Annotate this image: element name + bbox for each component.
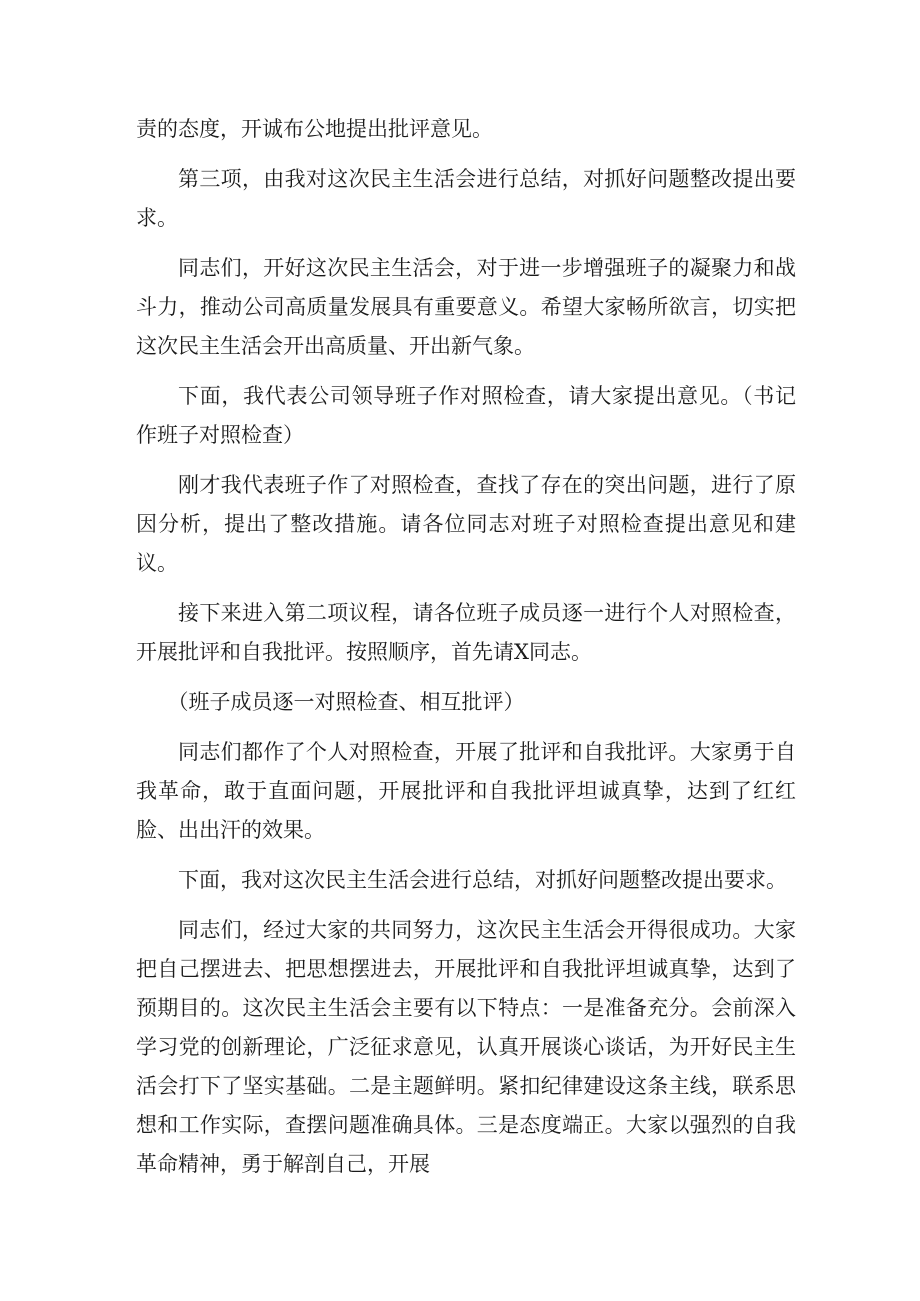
paragraph-self-check-summary: 同志们都作了个人对照检查，开展了批评和自我批评。大家勇于自我革命，敢于直面问题，开展批评和自我批评坦诚真挚，达到了红红脸、出出汗的效果。 [136, 740, 796, 842]
paragraph-team-check-done: 刚才我代表班子作了对照检查，查找了存在的突出问题，进行了原因分析，提出了整改措施。请各位同志对班子对照检查提出意见和建议。 [136, 473, 796, 575]
paragraph-summary-intro: 下面，我对这次民主生活会进行总结，对抓好问题整改提出要求。 [178, 868, 787, 892]
paragraph-stage-note: （班子成员逐一对照检查、相互批评） [167, 690, 525, 714]
paragraph-team-check-intro: 下面，我代表公司领导班子作对照检查，请大家提出意见。（书记作班子对照检查） [136, 384, 796, 447]
paragraph-significance: 同志们，开好这次民主生活会，对于进一步增强班子的凝聚力和战斗力，推动公司高质量发展具有重要意义。希望大家畅所欲言，切实把这次民主生活会开出高质量、开出新气象。 [136, 256, 796, 358]
paragraph-summary-body: 同志们，经过大家的共同努力，这次民主生活会开得很成功。大家把自己摆进去、把思想摆进去，开展批评和自我批评坦诚真挚，达到了预期目的。这次民主生活会主要有以下特点：一是准备充分。会前深入学习党的创新理论，广泛征求意见，认真开展谈心谈话，为开好民主生活会打下了坚实基础。二是主题鲜明。紧扣纪律建设这条主线，联系思想和工作实际，查摆问题准确具体。三是态度端正。大家以强烈的自我革命精神，勇于解剖自己，开展 [136, 918, 796, 1176]
paragraph-continuation: 责的态度，开诚布公地提出批评意见。 [136, 117, 493, 141]
paragraph-agenda-two: 接下来进入第二项议程，请各位班子成员逐一进行个人对照检查，开展批评和自我批评。按照顺序，首先请X同志。 [136, 601, 796, 664]
document-body [136, 110, 796, 1195]
paragraph-item-three: 第三项，由我对这次民主生活会进行总结，对抓好问题整改提出要求。 [136, 167, 796, 230]
